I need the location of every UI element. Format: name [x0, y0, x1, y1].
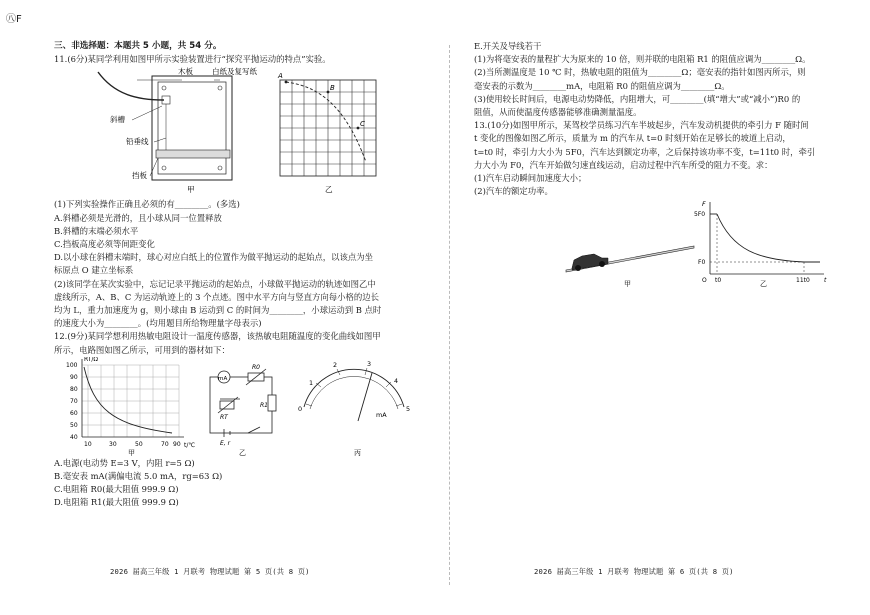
- q13-stem-line2: t 变化的图像如图乙所示，质量为 m 的汽车从 t=0 时刻开始在足够长的坡道上启动，: [474, 133, 791, 144]
- q11-option-d: D.以小球在斜槽末端时，球心对应白纸上的位置作为做平抛运动的起始点，以该点为坐: [54, 252, 373, 263]
- q13-label-11t0: 11t0: [796, 277, 810, 285]
- q13-stem-line4: 力大小为 F0，汽车开始做匀速直线运动，启动过程中汽车所受的阻力不变。求：: [474, 159, 773, 170]
- left-footer: 2026 届高三年级 1 月联考 物理试题 第 5 页(共 8 页): [110, 567, 310, 576]
- left-column: [54, 40, 426, 510]
- q12-ma-label: mA: [218, 375, 228, 382]
- q12-meter-needle: [358, 373, 372, 421]
- q11-grid: [280, 80, 376, 176]
- q12-sub1: (1)为将毫安表的量程扩大为原来的 10 倍，则并联的电阻箱 R1 的阻值应调为________Ω。: [474, 54, 811, 65]
- q11-label-slope: 斜槽: [110, 115, 125, 125]
- q12-ytick: 80: [70, 385, 78, 393]
- q12-graph-ylabel: RT/Ω: [84, 356, 99, 363]
- q12-meter-tick: 1: [309, 378, 314, 387]
- q12-sub2-line1: (2)当所测温度是 10 ℃ 时，热敏电阻的阻值为________Ω；毫安表的指针如图丙所示，则: [474, 67, 806, 78]
- q12-ytick: 90: [70, 373, 78, 381]
- q12-meter-tick: 0: [298, 404, 303, 413]
- q13-stem-line3: t=t0 时，牵引力大小为 5F0，汽车达到额定功率，之后保持该功率不变，t=11t0 时，牵引: [474, 146, 816, 157]
- q13-axis-t: t: [824, 277, 827, 285]
- q13-ft-graph: [694, 200, 827, 288]
- q12-xtick: 10: [84, 440, 92, 448]
- q12-xtick: 70: [161, 440, 169, 448]
- q12-item-a: A.电源(电动势 E=3 V，内阻 r=5 Ω): [54, 457, 195, 468]
- q12-item-d: D.电阻箱 R1(最大阻值 999.9 Ω): [54, 497, 179, 508]
- q11-sub1: (1)下列实验操作正确且必须的有________。(多选): [54, 199, 240, 210]
- q13-sub2: (2)汽车的额定功率。: [474, 186, 553, 197]
- q13-caption-yi: 乙: [760, 280, 767, 289]
- q11-trajectory: [286, 82, 366, 162]
- q12-xtick: 50: [135, 440, 143, 448]
- q13-label-f0: F0: [698, 259, 706, 267]
- q12-meter-tick: 5: [406, 404, 411, 413]
- q12-meter-tick: 4: [394, 376, 399, 385]
- q12-sub2-line2: 毫安表的示数为________mA，电阻箱 R0 的阻值应调为________Ω。: [474, 80, 730, 91]
- q13-car-slope: [566, 246, 694, 288]
- q11-sub2-line1: (2)该同学在某次实验中，忘记记录平抛运动的起始点，小球做平抛运动的轨迹如图乙中: [54, 278, 376, 289]
- q11-point-a: A: [278, 72, 283, 81]
- q13-label-5f0: 5F0: [694, 211, 706, 219]
- q13-origin: O: [702, 277, 707, 285]
- q11-figure-svg: [54, 66, 426, 198]
- q13-label-t0: t0: [715, 277, 722, 285]
- q11-sub2-line3: 均为 L，重力加速度为 g，则小球由 B 运动到 C 的时间为________，小球运动到 B 点时: [54, 305, 382, 316]
- q13-axis-f: F: [702, 200, 706, 209]
- q11-board: [152, 76, 232, 180]
- q12-stem-line2: 所示，电路图如图乙所示，可用到的器材如下：: [54, 344, 230, 355]
- q11-figures: [54, 66, 426, 198]
- q11-caption-jia: 甲: [187, 185, 195, 195]
- q11-sub2-line2: 虚线所示，A、B、C 为运动轨迹上的 3 个点迹。图中水平方向与竖直方向每小格的边长: [54, 291, 380, 302]
- q12-xtick: 30: [109, 440, 117, 448]
- q11-option-d-cont: 标原点 O 建立坐标系: [54, 265, 134, 276]
- q11-option-b: B.斜槽的末端必须水平: [54, 225, 139, 236]
- q11-label-baffle: 挡板: [132, 171, 147, 181]
- q12-stem-line1: 12.(9分)某同学想利用热敏电阻设计一温度传感器，该热敏电阻随温度的变化曲线如图甲: [54, 331, 381, 342]
- q12-ytick: 100: [66, 361, 78, 369]
- column-divider: [449, 45, 450, 585]
- q12-ytick: 60: [70, 409, 78, 417]
- q12-ytick: 70: [70, 397, 78, 405]
- right-column: [474, 40, 834, 288]
- q12-caption-jia: 甲: [128, 448, 135, 457]
- q12-item-e: E.开关及导线若干: [474, 41, 542, 51]
- q13-sub1: (1)汽车启动瞬间加速度大小；: [474, 173, 587, 184]
- q12-xtick: 90: [173, 440, 181, 448]
- q12-meter-tick: 3: [367, 359, 372, 368]
- q12-er-label: E, r: [220, 439, 231, 447]
- q12-graph-xlabel: t/℃: [184, 441, 196, 449]
- q12-r1-label: R1: [260, 401, 268, 409]
- q12-ytick: 50: [70, 421, 78, 429]
- q12-graph: [66, 357, 195, 457]
- q12-caption-bing: 丙: [354, 448, 361, 457]
- q11-label-board: 木板: [178, 67, 193, 77]
- q11-point-c: C: [360, 120, 365, 129]
- q12-meter-tick: 2: [333, 360, 338, 369]
- page-mark: ㊇F: [6, 14, 22, 25]
- q11-point-b: B: [330, 84, 335, 93]
- q11-option-a: A.斜槽必须是光滑的，且小球从同一位置释放: [54, 212, 222, 223]
- q11-label-paper: 白纸及复写纸: [212, 67, 257, 77]
- q13-force-curve: [717, 214, 820, 262]
- q13-stem-line1: 13.(10分)如图甲所示，某驾校学员练习汽车半坡起步，汽车发动机提供的牵引力 F 随时间: [474, 120, 809, 131]
- q12-sub3-line2: 阻值，从而使温度传感器能够准确测量温度。: [474, 107, 642, 118]
- q11-caption-yi: 乙: [325, 185, 333, 195]
- q12-r0-label: R0: [252, 363, 260, 371]
- right-footer: 2026 届高三年级 1 月联考 物理试题 第 6 页(共 8 页): [534, 567, 734, 576]
- q12-meter: [298, 360, 410, 457]
- q13-figure-svg: [474, 198, 834, 288]
- q12-sub3-line1: (3)使用较长时间后，电源电动势降低，内阻增大，可________(填“增大”或“减小”)R0 的: [474, 93, 801, 104]
- q13-caption-jia: 甲: [624, 280, 631, 289]
- q11-option-c: C.挡板高度必须等间距变化: [54, 239, 155, 250]
- q11-label-plumb: 铅垂线: [126, 137, 149, 147]
- q11-sub2-line4: 的速度大小为________。(均用题目所给物理量字母表示): [54, 318, 262, 329]
- q11-stem: 11.(6分)某同学利用如图甲所示实验装置进行“探究平抛运动的特点”实验。: [54, 54, 331, 65]
- q12-caption-yi: 乙: [239, 448, 246, 457]
- q12-meter-unit: mA: [376, 410, 387, 419]
- q12-item-c: C.电阻箱 R0(最大阻值 999.9 Ω): [54, 484, 179, 495]
- q12-item-b: B.毫安表 mA(满偏电流 5.0 mA，rg=63 Ω): [54, 471, 223, 482]
- section-title: 三、非选择题：本题共 5 小题，共 54 分。: [54, 41, 222, 51]
- q12-ytick: 40: [70, 433, 78, 441]
- q12-figure-svg: [54, 357, 426, 457]
- q12-rt-label: RT: [220, 413, 228, 421]
- q11-baffle: [156, 150, 230, 158]
